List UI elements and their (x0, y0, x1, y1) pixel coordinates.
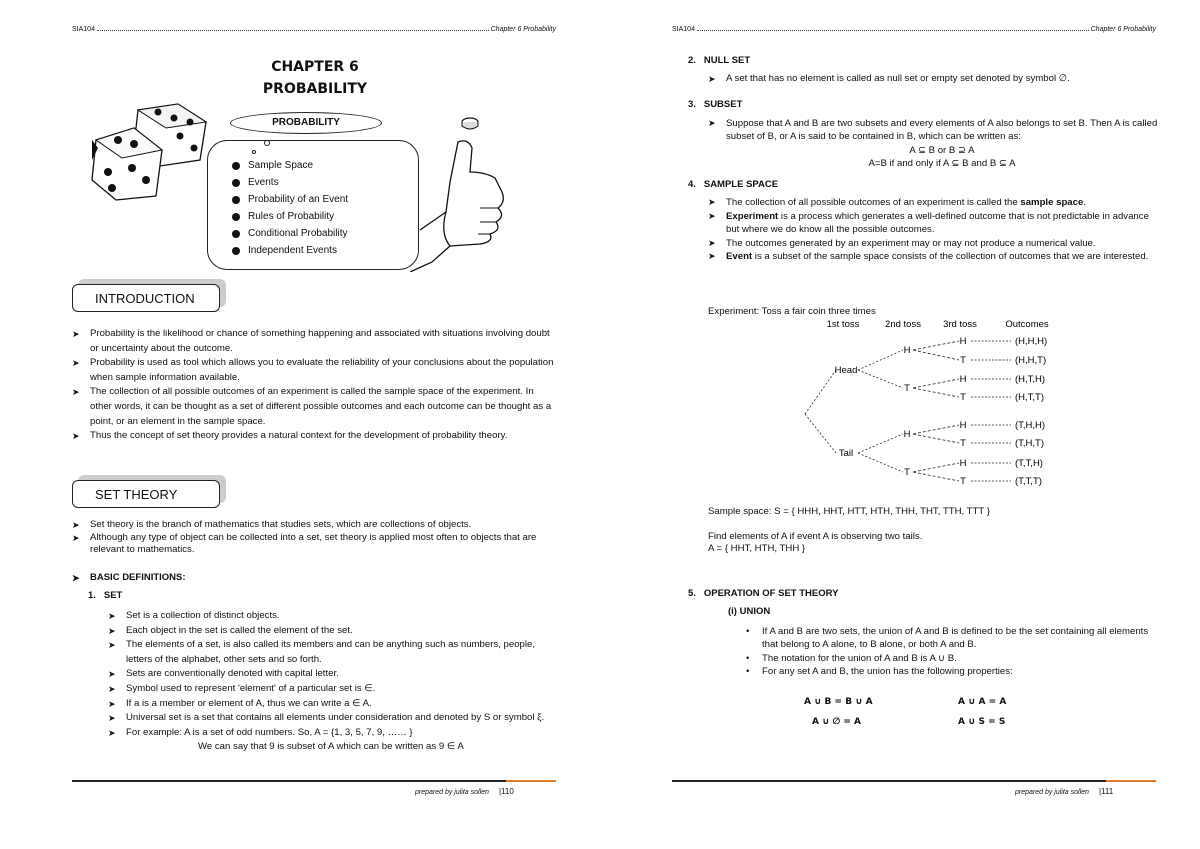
thumb-coin-illustration (410, 112, 520, 272)
course-code: SIA104 (672, 26, 695, 33)
tree-column-header: 1st toss (826, 319, 860, 330)
section-number: 5. (688, 588, 696, 599)
list-item: ➤ If a is a member or element of A, thus we can write a ∈ A. (108, 697, 556, 712)
third-toss-label: T (960, 438, 966, 449)
equality-formula: A=B if and only if A ⊆ B and B ⊆ A (868, 158, 1016, 170)
page-header (672, 26, 1156, 33)
footer-rule (72, 780, 556, 782)
tree-branch (858, 350, 903, 370)
page-footer (415, 787, 514, 796)
tree-column-header: Outcomes (1005, 319, 1049, 330)
item-text: For any set A and B, the union has the following properties: (762, 665, 1013, 677)
section-number: 1. (88, 590, 96, 601)
tree-column-header: 3rd toss (943, 319, 977, 330)
list-item: ➤ Symbol used to represent 'element' of a particular set is ∈. (108, 682, 556, 697)
union-property: A ∪ B = B ∪ A (804, 697, 873, 707)
list-item (708, 196, 1158, 210)
outcome-label: (H,H,T) (1015, 355, 1047, 366)
list-item: ➤ The collection of all possible outcomes of an experiment is called the sample space of the experiment. In other words, it can be thought as a set of different possible outcomes and each outcome can be thought as a point, or an element in the sample space. (72, 385, 556, 429)
tab-label: INTRODUCTION (95, 290, 195, 306)
item-term: Experiment (726, 210, 779, 222)
list-item: ➤ For example: A is a set of odd numbers. So, A = {1, 3, 5, 7, 9, …… } (108, 726, 556, 741)
answer-text: A = { HHT, HTH, THH } (708, 543, 806, 554)
outcome-label: (H,T,H) (1015, 374, 1046, 385)
question-text: Find elements of A if event A is observing two tails. (708, 531, 923, 542)
tree-branch (913, 341, 959, 350)
union-list (746, 625, 1158, 678)
union-property: A ∪ S = S (958, 717, 1006, 727)
third-toss-label: H (959, 420, 967, 431)
section-heading: SUBSET (703, 99, 743, 110)
null-set-list (708, 72, 1156, 87)
experiment-title: Experiment: Toss a fair coin three times (708, 306, 876, 317)
section-number: 2. (688, 55, 696, 66)
item-text: . (1083, 197, 1086, 208)
tree-branch (913, 388, 959, 397)
third-toss-label: H (959, 374, 967, 385)
outcome-label: (T,T,H) (1015, 458, 1043, 469)
third-toss-label: H (959, 458, 967, 469)
null-set-heading (688, 54, 750, 69)
topic-item: Probability of an Event (232, 191, 348, 208)
item-text: is a subset of the sample space consists of the collection of outcomes that we are interested. (752, 251, 1149, 262)
outcome-label: (T,T,T) (1015, 476, 1042, 487)
section-heading: NULL SET (703, 55, 751, 66)
section-tab-set-theory (72, 480, 220, 508)
chapter-title (250, 56, 380, 100)
union-heading: (i) UNION (728, 606, 771, 617)
introduction-list (72, 327, 556, 444)
find-elements (708, 531, 1156, 555)
sample-space-list (708, 196, 1158, 264)
course-code: SIA104 (72, 26, 95, 33)
topic-item: Rules of Probability (232, 208, 348, 225)
page-number: |110 (498, 787, 514, 796)
prepared-by: prepared by julita sollen (1015, 789, 1089, 796)
third-toss-label: T (960, 355, 966, 366)
third-toss-label: H (959, 336, 967, 347)
list-item: ➤ Suppose that A and B are two subsets and every elements of A also belongs to set B. Then A is called subset of B, or A is said to be contained in B, which can be written as: (708, 117, 1158, 144)
section-tab-introduction (72, 284, 220, 312)
tree-branch (805, 370, 836, 414)
third-toss-label: T (960, 392, 966, 403)
list-item: • For any set A and B, the union has the following properties: (746, 665, 1013, 677)
subset-heading (688, 98, 742, 113)
tree-branch (805, 414, 836, 453)
item-text: If A and B are two sets, the union of A and B is defined to be the set containing all elements that belong to A alone, to B alone, or both A and B. (762, 626, 1149, 651)
tree-branch (913, 472, 959, 481)
set-theory-list (72, 519, 556, 557)
dice-illustration (88, 100, 213, 205)
tree-branch (913, 463, 959, 472)
page-number: |111 (1098, 787, 1114, 796)
basic-definitions-heading: ➤ BASIC DEFINITIONS: (72, 571, 556, 586)
list-item: ➤ Set is a collection of distinct objects. (108, 609, 556, 624)
outcome-label: (T,H,T) (1015, 438, 1045, 449)
item-text: The collection of all possible outcomes of an experiment is called the (726, 197, 1021, 208)
sample-space-value: S = { HHH, HHT, HTT, HTH, THH, THT, TTH, TTT } (774, 506, 990, 517)
topic-item: Sample Space (232, 157, 348, 174)
topic-item: Independent Events (232, 242, 348, 259)
tab-label: SET THEORY (95, 486, 178, 502)
subset-formula: A ⊆ B or B ⊇ A (909, 144, 975, 156)
list-item: ➤ Although any type of object can be collected into a set, set theory is applied most often to objects that are relevant to mathematics. (72, 532, 556, 557)
list-item: ➤ Set theory is the branch of mathematics that studies sets, which are collections of objects. (72, 519, 556, 532)
section-heading: SET (103, 590, 123, 601)
union-property: A ∪ A = A (958, 697, 1007, 707)
section-number: 4. (688, 179, 696, 190)
item-text: The notation for the union of A and B is A ∪ B. (762, 652, 957, 664)
chapter-label: Chapter 6 Probability (490, 26, 556, 33)
section-heading: OPERATION OF SET THEORY (703, 588, 839, 599)
page-header (72, 26, 556, 33)
topic-item: Events (232, 174, 348, 191)
page-footer (1015, 787, 1113, 796)
item-text: is a process which generates a well-defined outcome that is not predictable in advance but where we do know all the possible outcomes. (726, 210, 1149, 235)
tree-column-header: 2nd toss (885, 319, 921, 330)
list-item: • If A and B are two sets, the union of A and B is defined to be the set containing all elements that belong to A alone, to B alone, or both A and B. (746, 626, 1149, 651)
prepared-by: prepared by julita sollen (415, 789, 489, 796)
list-item: ➤ Sets are conventionally denoted with capital letter. (108, 667, 556, 682)
list-item (708, 250, 1158, 264)
second-toss-label: T (904, 383, 910, 394)
set-definitions-list (108, 609, 556, 755)
outcome-label: (H,T,T) (1015, 392, 1045, 403)
topic-item: Conditional Probability (232, 225, 348, 242)
topic-cloud (230, 112, 382, 134)
section-heading: SAMPLE SPACE (703, 179, 779, 190)
tree-branch (858, 370, 903, 388)
tree-branch (913, 350, 959, 360)
coin-toss-tree-diagram (795, 314, 1095, 492)
chapter-name: PROBABILITY (262, 81, 368, 97)
tree-branch (913, 434, 959, 443)
list-item: ➤ Each object in the set is called the element of the set. (108, 624, 556, 639)
item-term: sample space (1020, 197, 1084, 208)
section-number: 3. (688, 99, 696, 110)
sample-space-heading (688, 178, 778, 193)
tree-branch (858, 453, 903, 472)
list-item (708, 210, 1158, 237)
example-continuation: We can say that 9 is subset of A which can be written as 9 ∈ A (198, 741, 464, 753)
list-item (708, 237, 1158, 251)
sample-space-result (708, 505, 1156, 520)
tree-branch (913, 379, 959, 388)
outcome-label: (H,H,H) (1015, 336, 1048, 347)
list-item: • The notation for the union of A and B is A ∪ B. (746, 652, 957, 664)
sample-space-label: Sample space: (708, 506, 775, 517)
tree-branch (913, 425, 959, 434)
third-toss-label: T (960, 476, 966, 487)
first-toss-label: Head (834, 365, 858, 376)
footer-rule (672, 780, 1156, 782)
cloud-label: PROBABILITY (272, 117, 340, 128)
second-toss-label: T (904, 467, 910, 478)
set-heading (88, 589, 122, 604)
item-term: Event (726, 251, 753, 262)
union-property: A ∪ ∅ = A (812, 717, 862, 727)
list-item: ➤ Probability is the likelihood or chance of something happening and associated with situations involving doubt or uncertainty about the outcome. (72, 327, 556, 356)
list-item: ➤ Universal set is a set that contains all elements under consideration and denoted by S or symbol ξ. (108, 711, 556, 726)
item-text: The outcomes generated by an experiment may or may not produce a numerical value. (726, 237, 1096, 249)
topic-box (207, 140, 419, 270)
subset-list (708, 117, 1158, 171)
list-item: ➤ The elements of a set, is also called its members and can be anything such as numbers, people, letters of the alphabet, other sets and so forth. (108, 638, 556, 667)
tree-branch (858, 434, 903, 453)
second-toss-label: H (903, 345, 911, 356)
list-item: ➤ Thus the concept of set theory provides a natural context for the development of probability theory. (72, 429, 556, 444)
outcome-label: (T,H,H) (1015, 420, 1046, 431)
chapter-number: CHAPTER 6 (271, 59, 359, 75)
second-toss-label: H (903, 429, 911, 440)
first-toss-label: Tail (838, 448, 854, 459)
list-item: ➤ A set that has no element is called as null set or empty set denoted by symbol ∅. (708, 72, 1156, 87)
list-item: ➤ Probability is used as tool which allows you to evaluate the reliability of your conclusions about the population when sample information available. (72, 356, 556, 385)
operation-heading (688, 587, 838, 602)
chapter-label: Chapter 6 Probability (1090, 26, 1156, 33)
basic-definitions (72, 571, 556, 586)
